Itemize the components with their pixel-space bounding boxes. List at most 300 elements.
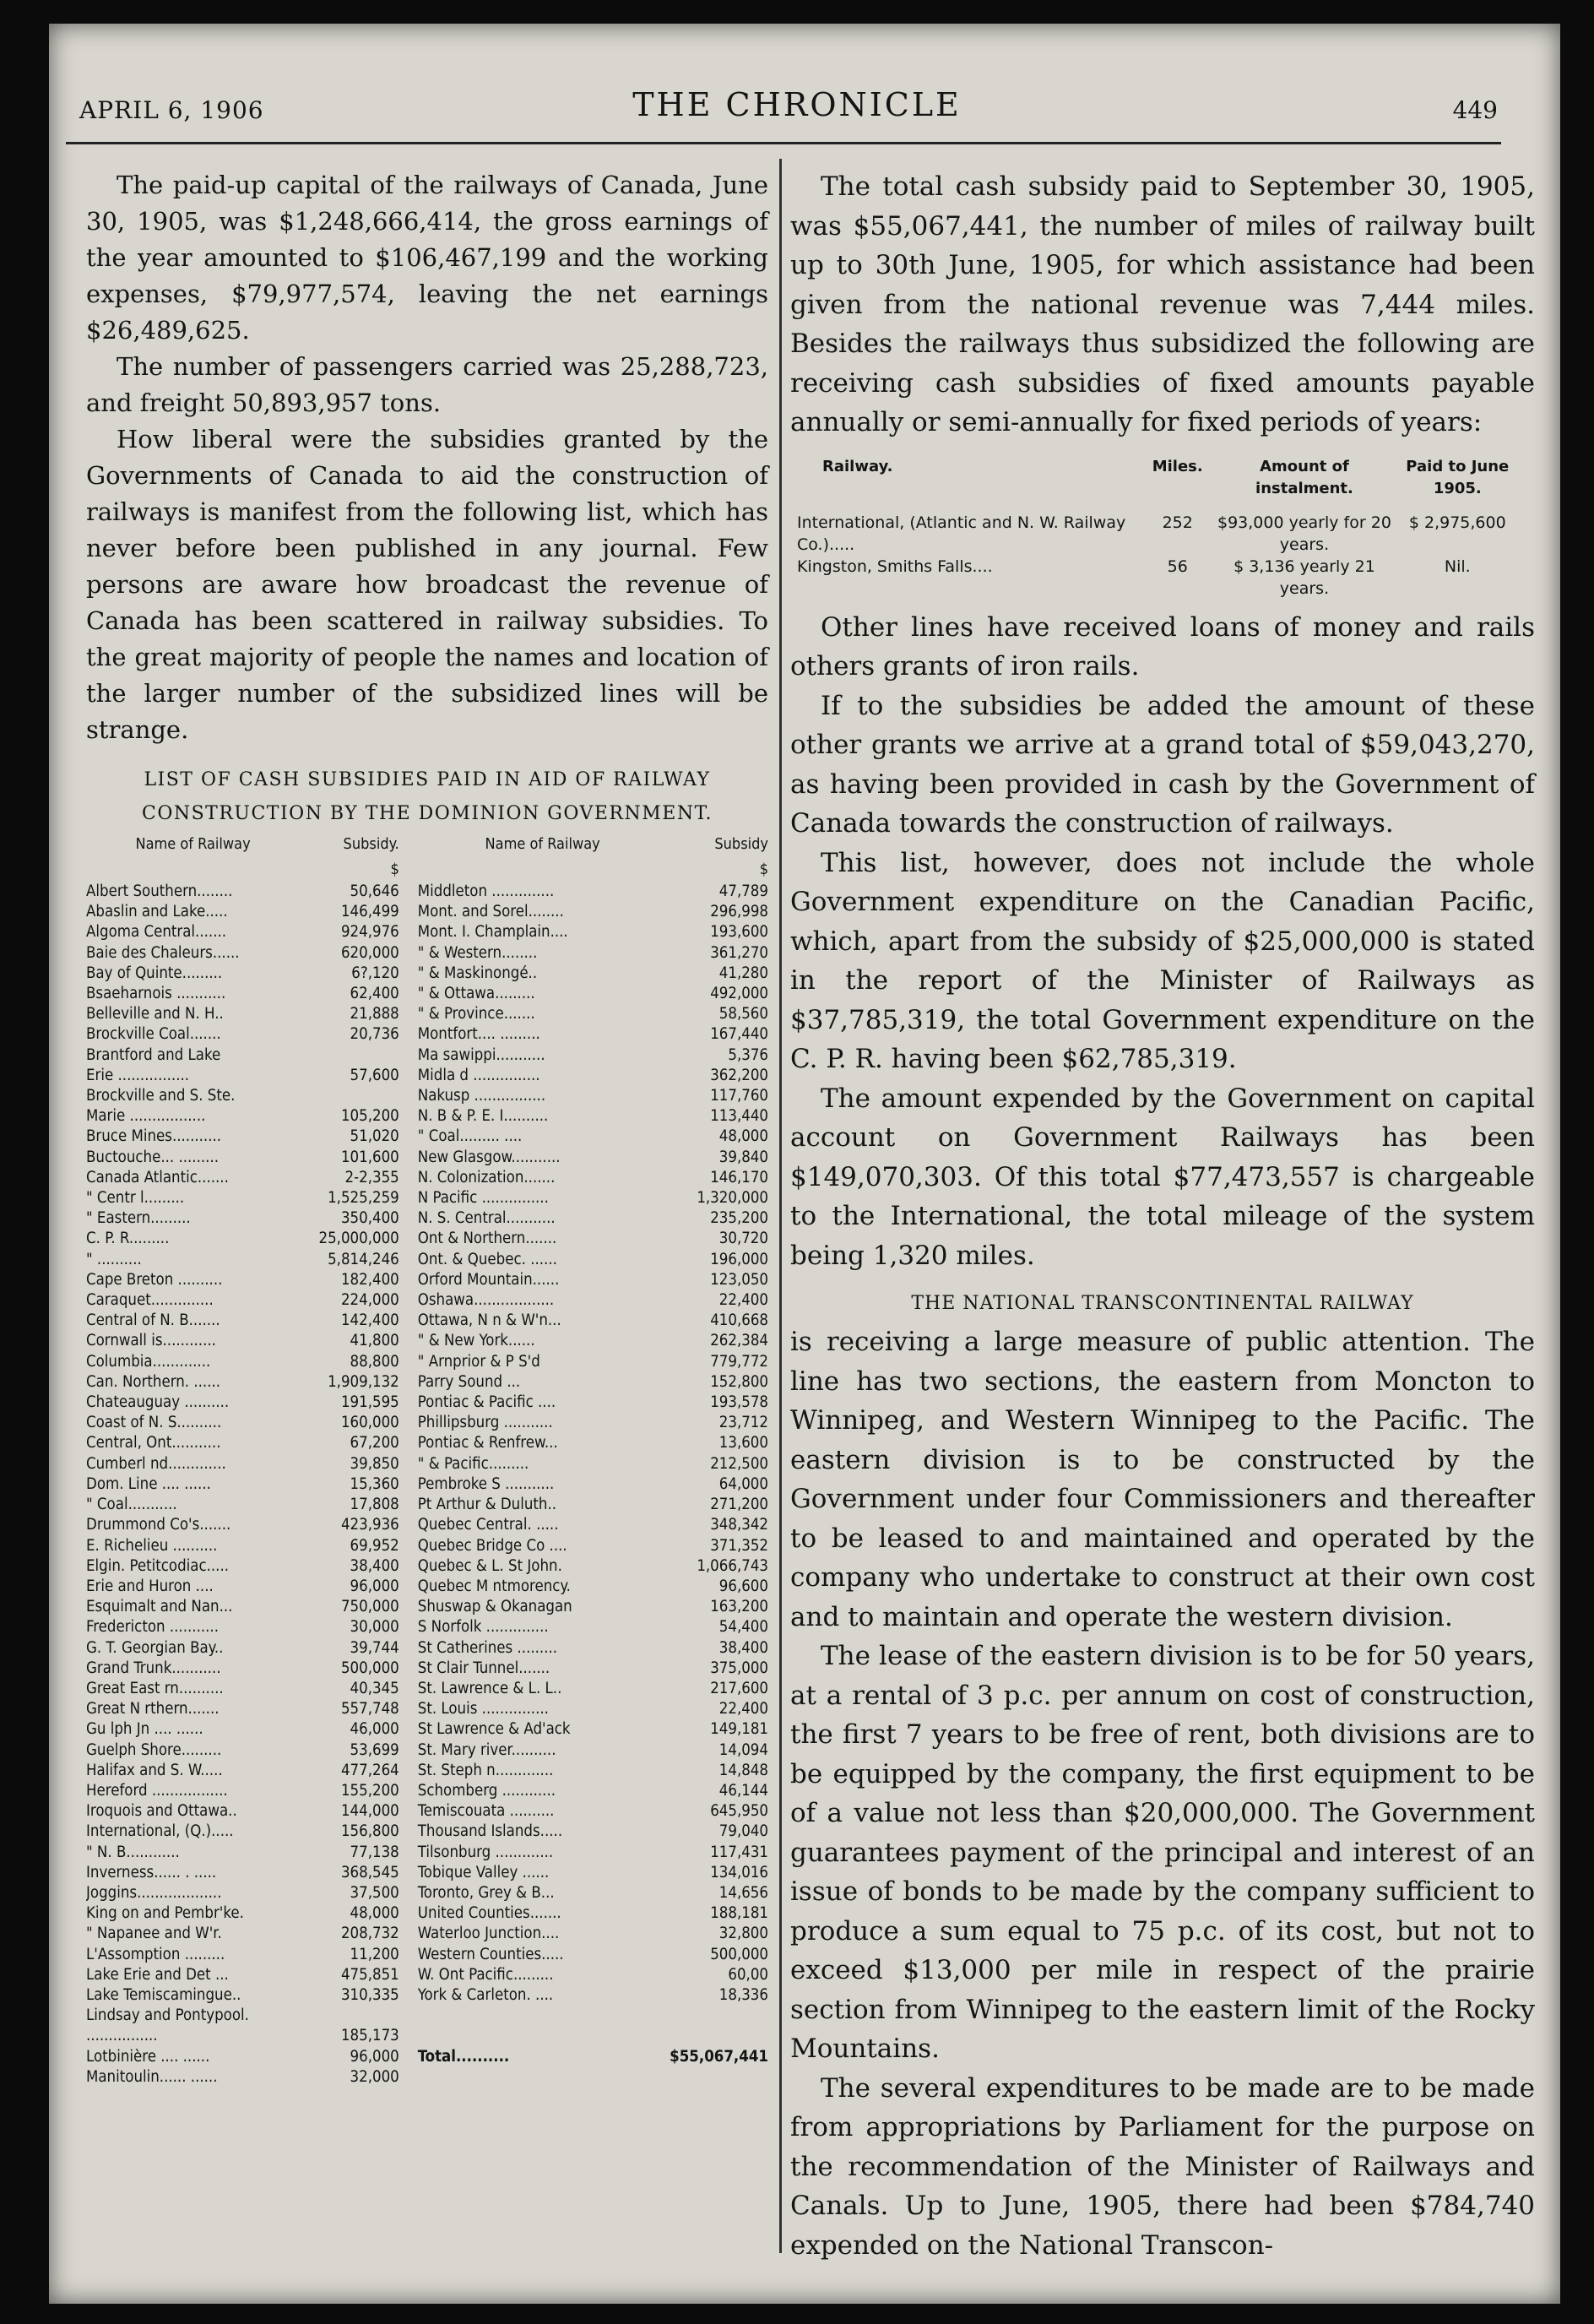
subsidy-amount: 310,335 [340,1985,399,2004]
railway-name: Shuswap & Okanagan [417,1598,572,1616]
subsidy-amount: 30,000 [350,1618,399,1637]
table-row [86,1474,768,1495]
subsidy-amount [667,2067,768,2088]
subsidy-amount: 79,040 [718,1822,768,1841]
table-row [86,1903,768,1924]
paragraph-passengers: The number of passengers carried was 25,288,723, and freight 50,893,957 tons. [86,352,768,417]
subsidy-amount: 144,000 [340,1802,399,1821]
subsidy-table-body [86,882,768,2088]
fixed-row-paid: $ 2,975,600 [1408,513,1506,532]
railway-name: Inverness...... . ..... [86,1863,217,1881]
subsidy-amount: 208,732 [340,1925,399,1943]
fixed-col-amount: Amount of instalment. [1255,457,1353,497]
table-row [86,882,768,902]
dollar-sign-1: $ [390,860,399,878]
railway-name: ................ [86,2027,158,2045]
subsidy-amount: 182,400 [340,1270,399,1289]
railway-name: Mont. I. Champlain.... [417,923,568,942]
railway-name: Total.......... [417,2047,510,2066]
subsidy-amount: 262,384 [710,1332,768,1350]
paragraph-expenditures: The several expenditures to be made are to be made from appropriations by Parliament for the purpose on the recommendation of the Minister of Railways and Canals. Up to June, 1905, there had been $784,740 expended on the National Transcon- [790,2072,1535,2261]
subsidy-amount: 41,800 [350,1332,399,1350]
header-page-number: 449 [1452,96,1498,124]
subsidy-amount: 620,000 [340,943,399,962]
table-row [86,984,768,1004]
table-row [86,1761,768,1781]
fixed-row-railway: Kingston, Smiths Falls.... [797,557,993,576]
railway-name: Tobique Valley ...... [417,1863,550,1881]
subsidy-amount: 117,760 [710,1087,768,1105]
table-row [86,1229,768,1249]
subsidy-amount: 38,400 [718,1638,768,1657]
paragraph-grand-total: If to the subsidies be added the amount of these other grants we arrive at a grand total of $59,043,270, as having been provided in cash by the Government of Canada towards the construction of railways. [790,690,1535,839]
table-row [86,1945,768,1965]
table-row [86,2047,768,2067]
table-row [86,1924,768,1944]
fixed-row-railway: International, (Atlantic and N. W. Railway Co.)..... [797,513,1126,554]
railway-name: Lotbinière .... ...... [86,2047,210,2066]
railway-name: " Coal......... .... [417,1127,523,1146]
subsidy-amount: 134,016 [710,1863,768,1881]
subsidy-amount: 156,800 [340,1822,399,1841]
railway-name: Montfort.... ......... [417,1025,540,1044]
table-row [86,1863,768,1883]
table-row [86,1004,768,1024]
subsidy-amount [300,1045,413,1066]
table-row [86,1883,768,1903]
table-row [86,1024,768,1045]
subsidy-amount: 185,173 [340,2027,399,2045]
railway-name: St Catherines ......... [417,1638,558,1657]
railway-name: Cornwall is............ [86,1332,216,1350]
railway-name: New Glasgow........... [417,1148,561,1166]
subsidy-amount [667,2006,768,2026]
subsidy-amount: 645,950 [710,1802,768,1821]
railway-name: Western Counties..... [417,1945,564,1963]
table-row [86,1127,768,1147]
railway-name: Parry Sound ... [417,1372,521,1391]
railway-name: " & Maskinongé.. [417,964,538,982]
subsidy-amount: 750,000 [340,1598,399,1616]
railway-name: W. Ont Pacific......... [417,1965,554,1984]
fixed-subsidy-table [797,456,1523,600]
table-row [86,922,768,942]
railway-name: Albert Southern........ [86,882,233,900]
paragraph-subsidies-intro: How liberal were the subsidies granted by the Governments of Canada to aid the construction of railways is manifest from the following list, which has never before been published in any journal. Few persons are aware how broadcast the revenue of Canada has been scattered in railway subsidies. To the great majority of people the names and location of the larger number of the subsidized lines will be strange. [86,425,768,744]
railway-name: Tilsonburg ............. [417,1843,554,1861]
table-row [86,1659,768,1679]
railway-name: St. Louis ............... [417,1700,549,1719]
railway-name: N Pacific ............... [417,1189,549,1208]
railway-name: Lake Erie and Det ... [86,1965,229,1984]
railway-name: Schomberg ............ [417,1781,556,1800]
table-row [86,2026,768,2046]
subsidy-amount: 96,600 [718,1577,768,1595]
paragraph-capital: The paid-up capital of the railways of Canada, June 30, 1905, was $1,248,666,414, the gross earnings of the year amounted to $106,467,199 and the working expenses, $79,977,574, leaving the net earnings $26,489,625. [86,171,768,345]
railway-name: Manitoulin...... ...... [86,2067,218,2086]
table-row [86,1843,768,1863]
railway-name: Hereford ................. [86,1781,228,1800]
railway-name: " Centr l......... [86,1189,185,1208]
railway-name: " & Western........ [417,943,538,962]
subsidy-amount: 477,264 [340,1761,399,1779]
subsidy-amount: 32,000 [350,2067,399,2086]
subsidy-amount: 1,066,743 [697,1556,768,1575]
railway-name: Ma sawippi........... [417,1045,545,1064]
subsidy-amount: 47,789 [718,882,768,900]
subsidy-amount: 113,440 [710,1107,768,1126]
subsidy-amount: 88,800 [350,1352,399,1371]
table-row [86,1433,768,1453]
paragraph-total-subsidy: The total cash subsidy paid to September 30, 1905, was $55,067,441, the number of miles of railway built up to 30th June, 1905, for which assistance had been given from the national revenue was 7,444 miles. Besides the railways thus subsidized the following are receiving cash subsidies of fixed amounts payable annually or semi-annually for fixed periods of years: [790,171,1535,437]
railway-name: Midla d ............... [417,1066,540,1084]
subsidy-amount: 149,181 [710,1720,768,1739]
subsidy-amount: 67,200 [350,1434,399,1452]
subsidy-amount: 50,646 [350,882,399,900]
railway-name: Buctouche... ......... [86,1148,220,1166]
subsidy-amount: 105,200 [340,1107,399,1126]
subsidy-amount: 235,200 [710,1209,768,1228]
railway-name: Chateauguay .......... [86,1393,230,1412]
subsidy-amount: $55,067,441 [670,2047,768,2066]
paragraph-government-railways: The amount expended by the Government on capital account on Government Railways has been $149,070,303. Of this total $77,473,557 is chargeable to the International, the total mileage of the system being 1,320 miles. [790,1083,1535,1271]
railway-name: Pontiac & Pacific .... [417,1393,556,1412]
railway-name: Brockville Coal....... [86,1025,221,1044]
subsidy-amount: 46,144 [718,1781,768,1800]
subsidy-amount: 30,720 [718,1230,768,1248]
fixed-row-miles: 56 [1167,557,1188,576]
railway-name: Brantford and Lake [86,1045,221,1064]
subsidy-amount: 163,200 [710,1598,768,1616]
table-row [86,2067,768,2088]
railway-name: " Coal........... [86,1496,177,1514]
railway-name: St Clair Tunnel....... [417,1659,550,1677]
subsidy-amount: 39,840 [718,1148,768,1166]
subsidy-amount: 196,000 [710,1250,768,1268]
subsidy-amount: 60,00 [728,1965,768,1984]
table-row [86,943,768,964]
subsidy-amount: 296,998 [710,903,768,921]
paragraph-canadian-pacific: This list, however, does not include the whole Government expenditure on the Canadian Pacific, which, apart from the subsidy of $25,000,000 is stated in the report of the Minister of Railways as $37,785,319, the total Government expenditure on the C. P. R. having been $62,785,319. [790,847,1535,1074]
railway-name: Elgin. Petitcodiac..... [86,1556,230,1575]
subsidy-amount: 14,848 [718,1761,768,1779]
subsidy-amount: 500,000 [340,1659,399,1677]
subsidy-amount: 167,440 [710,1025,768,1044]
railway-name: International, (Q.)..... [86,1822,234,1841]
table-row [86,1699,768,1719]
railway-name: Nakusp ................ [417,1087,546,1105]
right-column [790,167,1535,2265]
railway-name: Marie ................. [86,1107,206,1126]
header-date: APRIL 6, 1906 [79,96,264,124]
subsidy-amount: 1,320,000 [697,1189,768,1208]
railway-name: Quebec Central. ..... [417,1516,559,1534]
railway-name: Erie ................ [86,1066,190,1084]
railway-name: Orford Mountain...... [417,1270,560,1289]
railway-name: Can. Northern. ...... [86,1372,221,1391]
railway-name: Brockville and S. Ste. [86,1087,236,1105]
subsidy-amount: 375,000 [710,1659,768,1677]
fixed-subsidy-header [797,456,1523,500]
railway-name: C. P. R......... [86,1230,170,1248]
railway-name: Columbia............. [86,1352,211,1371]
table-row [86,1250,768,1270]
subsidy-amount: 142,400 [340,1311,399,1330]
railway-name: " & Ottawa......... [417,985,535,1003]
railway-name: Drummond Co's....... [86,1516,231,1534]
table-row [86,1086,768,1106]
railway-name: Mont. and Sorel........ [417,903,564,921]
railway-name: Grand Trunk........... [86,1659,221,1677]
subsidy-amount: 779,772 [710,1352,768,1371]
subsidy-amount: 350,400 [340,1209,399,1228]
col-header-subsidy-1: Subsidy. [343,834,399,853]
subsidy-table-header [86,831,768,856]
railway-name: Abaslin and Lake..... [86,903,228,921]
railway-name [413,2026,668,2046]
subsidy-amount: 96,000 [350,2047,399,2066]
railway-name: Ottawa, N n & W'n... [417,1311,561,1330]
subsidy-amount: 155,200 [340,1781,399,1800]
table-row [86,1148,768,1168]
section-heading-transcontinental: THE NATIONAL TRANSCONTINENTAL RAILWAY [911,1293,1414,1314]
subsidy-table [86,831,768,2088]
railway-name: Baie des Chaleurs...... [86,943,240,962]
subsidy-amount: 48,000 [350,1904,399,1923]
railway-name: Gu lph Jn .... ...... [86,1720,203,1739]
table-row [86,1413,768,1433]
subsidy-amount: 117,431 [710,1843,768,1861]
railway-name: E. Richelieu .......... [86,1536,218,1555]
railway-name: Esquimalt and Nan... [86,1598,233,1616]
subsidy-amount: 40,345 [350,1679,399,1697]
table-row [86,1638,768,1659]
railway-name: Thousand Islands..... [417,1822,563,1841]
subsidy-amount: 475,851 [340,1965,399,1984]
railway-name: " .......... [86,1250,142,1268]
table-row [86,1352,768,1372]
fixed-col-paid: Paid to June 1905. [1406,457,1510,497]
table-row [86,1985,768,2006]
railway-name: " N. B............ [86,1843,180,1861]
railway-name: N. S. Central........... [417,1209,556,1228]
subsidy-amount: 1,909,132 [328,1372,399,1391]
header-title: THE CHRONICLE [632,86,962,123]
railway-name: Ont. & Quebec. ...... [417,1250,557,1268]
paragraph-loans: Other lines have received loans of money and rails others grants of iron rails. [790,611,1535,681]
subsidy-amount: 217,600 [710,1679,768,1697]
table-row [86,902,768,922]
page-header [79,84,1515,135]
paragraph-transcontinental: is receiving a large measure of public attention. The line has two sections, the eastern from Moncton to Winnipeg, and Western Winnipeg to the Pacific. The eastern division is to be constructed by the Government under four Commissioners and thereafter to be leased to and maintained and operated by the company who undertake to construct at their own cost and to maintain and operate the western division. [790,1327,1535,1632]
subsidy-amount: 123,050 [710,1270,768,1289]
railway-name: Cape Breton .......... [86,1270,223,1289]
railway-name: Cumberl nd............. [86,1454,226,1473]
railway-name: Fredericton ........... [86,1618,219,1637]
table-row [86,1740,768,1761]
railway-name: Belleville and N. H.. [86,1005,224,1024]
table-row [86,1801,768,1822]
fixed-row-amount: $93,000 yearly for 20 years. [1217,513,1391,554]
column-divider [779,159,782,2253]
railway-name: Caraquet.............. [86,1291,214,1310]
table-row [86,1965,768,1985]
railway-name: Temiscouata .......... [417,1802,555,1821]
railway-name: York & Carleton. .... [417,1985,554,2004]
subsidy-amount: 22,400 [718,1291,768,1310]
railway-name: G. T. Georgian Bay.. [86,1638,224,1657]
subsidy-amount: 11,200 [350,1945,399,1963]
table-row [86,1208,768,1229]
subsidy-amount: 924,976 [340,923,399,942]
railway-name: L'Assomption ......... [86,1945,225,1963]
subsidy-amount: 18,336 [718,1985,768,2004]
railway-name: N. Colonization....... [417,1168,556,1186]
subsidy-amount: 54,400 [718,1618,768,1637]
railway-name [413,2067,668,2088]
railway-name: Great N rthern....... [86,1700,220,1719]
fixed-row-miles: 252 [1162,513,1193,532]
header-rule [66,142,1501,144]
left-column [86,167,768,2088]
railway-name: Waterloo Junction.... [417,1925,560,1943]
subsidy-amount: 39,850 [350,1454,399,1473]
subsidy-amount: 224,000 [340,1291,399,1310]
subsidy-amount: 64,000 [718,1474,768,1493]
subsidy-amount: 32,800 [718,1925,768,1943]
subsidy-amount: 348,342 [710,1516,768,1534]
subsidy-amount [300,2006,413,2026]
fixed-row-paid: Nil. [1444,557,1471,576]
subsidy-amount: 23,712 [718,1414,768,1432]
subsidy-amount: 557,748 [340,1700,399,1719]
subsidy-amount: 212,500 [710,1454,768,1473]
railway-name: Toronto, Grey & B... [417,1883,555,1902]
railway-name: Erie and Huron .... [86,1577,214,1595]
table-row [86,1168,768,1188]
table-row [86,1454,768,1474]
subsidy-amount: 6?,120 [351,964,399,982]
table-row [86,1781,768,1801]
fixed-subsidy-row [797,556,1523,600]
railway-name: Algoma Central....... [86,923,227,942]
subsidy-amount: 14,094 [718,1740,768,1759]
railway-name: St. Mary river.......... [417,1740,556,1759]
subsidy-amount: 96,000 [350,1577,399,1595]
subsidy-amount: 62,400 [350,985,399,1003]
subsidy-amount: 193,600 [710,923,768,942]
railway-name: King on and Pembr'ke. [86,1904,244,1923]
table-row [86,1393,768,1413]
subsidy-amount: 492,000 [710,985,768,1003]
subsidy-amount [667,2026,768,2046]
table-row [86,1270,768,1290]
subsidy-amount: 38,400 [350,1556,399,1575]
table-row [86,1331,768,1351]
railway-name: Pembroke S ........... [417,1474,555,1493]
railway-name: N. B & P. E. I.......... [417,1107,549,1126]
table-row [86,1617,768,1637]
subsidy-amount: 21,888 [350,1005,399,1024]
subsidy-amount: 37,500 [350,1883,399,1902]
subsidy-amount: 160,000 [340,1414,399,1432]
railway-name: St. Lawrence & L. L.. [417,1679,562,1697]
subsidy-amount: 371,352 [710,1536,768,1555]
table-row [86,1311,768,1331]
dollar-sign-2: $ [759,860,768,878]
railway-name: Oshawa.................. [417,1291,555,1310]
railway-name: Quebec & L. St John. [417,1556,562,1575]
subsidy-amount: 77,138 [350,1843,399,1861]
subsidy-amount: 69,952 [350,1536,399,1555]
subsidy-amount: 48,000 [718,1127,768,1146]
subsidy-amount: 17,808 [350,1496,399,1514]
railway-name: Canada Atlantic....... [86,1168,229,1186]
subsidy-amount: 5,376 [728,1045,768,1064]
railway-name: Bruce Mines........... [86,1127,222,1146]
subsidy-amount: 25,000,000 [318,1230,399,1248]
railway-name: Lindsay and Pontypool. [86,2006,249,2025]
fixed-row-amount: $ 3,136 yearly 21 years. [1233,557,1375,598]
table-row [86,1045,768,1066]
subsidy-amount: 15,360 [350,1474,399,1493]
table-row [86,1597,768,1617]
railway-name [413,2006,668,2026]
table-row [86,1188,768,1208]
subsidy-amount: 13,600 [718,1434,768,1452]
table-row [86,1577,768,1597]
railway-name: Phillipsburg ........... [417,1414,553,1432]
subsidy-amount: 146,170 [710,1168,768,1186]
subsidy-amount [300,1086,413,1106]
newspaper-page [49,24,1560,2304]
table-row [86,1822,768,1842]
subsidy-table-dollar-row [86,856,768,882]
subsidy-amount: 500,000 [710,1945,768,1963]
subsidy-amount: 191,595 [340,1393,399,1412]
col-header-subsidy-2: Subsidy [714,834,768,853]
subsidy-amount: 1,525,259 [328,1189,399,1208]
col-header-name-2: Name of Railway [485,834,600,853]
table-row [86,1536,768,1556]
railway-name: Quebec M ntmorency. [417,1577,571,1595]
subsidy-amount: 101,600 [340,1148,399,1166]
subsidy-amount: 423,936 [340,1516,399,1534]
railway-name: Pontiac & Renfrew... [417,1434,558,1452]
list-title-line-1: LIST OF CASH SUBSIDIES PAID IN AID OF RAILWAY [144,769,711,790]
railway-name: Dom. Line .... ...... [86,1474,211,1493]
table-row [86,1495,768,1515]
subsidy-amount: 41,280 [718,964,768,982]
railway-name: Iroquois and Ottawa.. [86,1802,237,1821]
railway-name: " Eastern......... [86,1209,191,1228]
paragraph-lease: The lease of the eastern division is to be for 50 years, at a rental of 3 p.c. per annum on cost of construction, the first 7 years to be free of rent, both divisions are to be equipped by the company, the first equipment to be of a value not less than $20,000,000. The Government guarantees payment of the principal and interest of an issue of bonds to be made by the company sufficient to produce a sum equal to 75 p.c. of its cost, but not to exceed $13,000 per mile in respect of the prairie section from Winnipeg to the eastern limit of the Rocky Mountains. [790,1641,1535,2064]
railway-name: Central of N. B....... [86,1311,220,1330]
subsidy-amount: 14,656 [718,1883,768,1902]
railway-name: Bay of Quinte......... [86,964,223,982]
table-row [86,1106,768,1127]
subsidy-amount: 53,699 [350,1740,399,1759]
subsidy-amount: 193,578 [710,1393,768,1412]
railway-name: Lake Temiscamingue.. [86,1985,241,2004]
railway-name: " Napanee and W'r. [86,1925,222,1943]
railway-name: Great East rn.......... [86,1679,224,1697]
list-title-line-2: CONSTRUCTION BY THE DOMINION GOVERNMENT. [141,803,713,824]
railway-name: " & Province....... [417,1005,535,1024]
subsidy-amount: 22,400 [718,1700,768,1719]
railway-name: Bsaeharnois ........... [86,985,226,1003]
subsidy-amount: 20,736 [350,1025,399,1044]
